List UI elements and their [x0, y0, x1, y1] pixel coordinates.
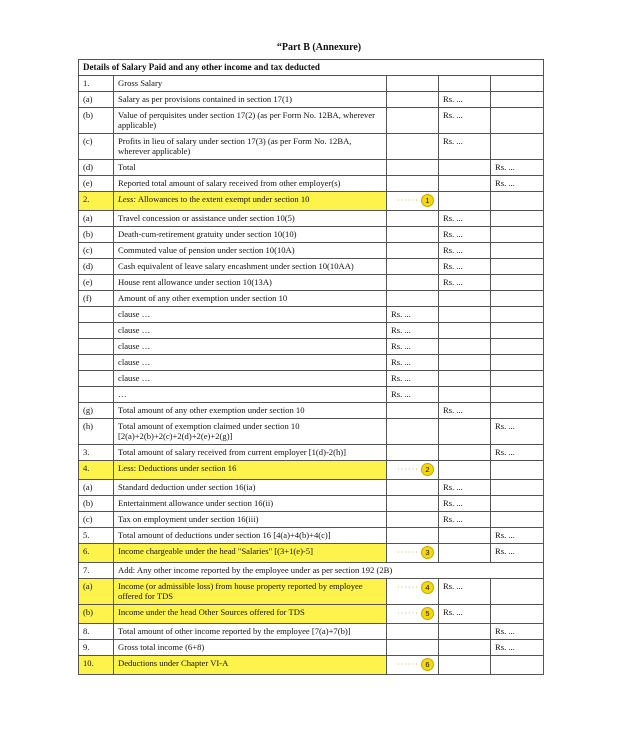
table-row: [79, 291, 544, 307]
table-row: [79, 512, 544, 528]
callout-leader: ······: [397, 547, 419, 557]
row-number: (a): [79, 480, 114, 496]
amount-cell: [439, 291, 491, 307]
row-description: Deductions under Chapter VI-A: [114, 656, 387, 675]
callout-leader: ······: [397, 195, 419, 205]
amount-cell: [387, 445, 439, 461]
table-row: [79, 480, 544, 496]
table-row: [79, 108, 544, 134]
amount-cell: [439, 323, 491, 339]
amount-cell: [439, 371, 491, 387]
amount-cell: [491, 496, 544, 512]
amount-cell: Rs. ...: [491, 445, 544, 461]
row-number: 10.: [79, 656, 114, 675]
amount-cell: [491, 92, 544, 108]
row-description: Gross Salary: [114, 76, 387, 92]
table-row: [79, 461, 544, 480]
row-description: Amount of any other exemption under section 10: [114, 291, 387, 307]
table-row: [79, 275, 544, 291]
callout-leader: ······: [397, 608, 419, 618]
table-header: Details of Salary Paid and any other income and tax deducted: [79, 60, 544, 76]
page-title: “Part B (Annexure): [276, 42, 362, 53]
row-number: (b): [79, 108, 114, 134]
row-number: 2.: [79, 192, 114, 211]
amount-cell: [439, 419, 491, 445]
row-number: [79, 339, 114, 355]
amount-cell: [491, 387, 544, 403]
amount-cell: Rs. ...: [491, 176, 544, 192]
amount-cell: Rs. ...: [439, 579, 491, 605]
table-row: [79, 624, 544, 640]
amount-cell: [387, 76, 439, 92]
amount-cell: [439, 544, 491, 563]
amount-cell: [439, 192, 491, 211]
amount-cell: [387, 275, 439, 291]
amount-cell: [491, 512, 544, 528]
row-number: (h): [79, 419, 114, 445]
row-description: Profits in lieu of salary under section 17(3) (as per Form No. 12BA, wherever applicable): [114, 134, 387, 160]
row-number: (b): [79, 605, 114, 624]
amount-cell: [439, 387, 491, 403]
amount-cell: [491, 108, 544, 134]
callout: [391, 463, 434, 476]
row-description: Commuted value of pension under section 10(10A): [114, 243, 387, 259]
row-description: Death-cum-retirement gratuity under section 10(10): [114, 227, 387, 243]
row-description: …: [114, 387, 387, 403]
amount-cell: [439, 339, 491, 355]
amount-cell: [491, 275, 544, 291]
amount-cell: [387, 512, 439, 528]
row-description: Reported total amount of salary received from other employer(s): [114, 176, 387, 192]
row-number: (e): [79, 176, 114, 192]
amount-cell: Rs. ...: [439, 512, 491, 528]
amount-cell: [387, 92, 439, 108]
amount-cell: [387, 640, 439, 656]
table-row: [79, 176, 544, 192]
row-description: clause …: [114, 355, 387, 371]
table-row: [79, 134, 544, 160]
row-description: Total: [114, 160, 387, 176]
amount-cell: [387, 528, 439, 544]
amount-cell: [491, 355, 544, 371]
row-number: [79, 355, 114, 371]
amount-cell: [491, 243, 544, 259]
amount-cell: [439, 176, 491, 192]
amount-cell: Rs. ...: [439, 211, 491, 227]
amount-cell: Rs. ...: [439, 403, 491, 419]
amount-cell: [491, 579, 544, 605]
amount-cell: Rs. ...: [491, 544, 544, 563]
row-number: (a): [79, 92, 114, 108]
row-number: (c): [79, 243, 114, 259]
amount-cell: [387, 480, 439, 496]
amount-cell: [387, 227, 439, 243]
table-row: [79, 403, 544, 419]
amount-cell: [491, 371, 544, 387]
amount-cell: [387, 605, 439, 624]
row-number: (b): [79, 227, 114, 243]
callout-leader: ······: [397, 464, 419, 474]
table-row: [79, 160, 544, 176]
amount-cell: [491, 461, 544, 480]
amount-cell: Rs. ...: [491, 528, 544, 544]
row-description: Cash equivalent of leave salary encashment under section 10(10AA): [114, 259, 387, 275]
amount-cell: Rs. ...: [439, 243, 491, 259]
callout: [391, 581, 434, 594]
row-description: Entertainment allowance under section 16(ii): [114, 496, 387, 512]
amount-cell: [439, 528, 491, 544]
table-row: [79, 339, 544, 355]
table-row: [79, 371, 544, 387]
row-description: Salary as per provisions contained in section 17(1): [114, 92, 387, 108]
row-description: Total amount of deductions under section 16 [4(a)+4(b)+4(c)]: [114, 528, 387, 544]
amount-cell: Rs. ...: [491, 624, 544, 640]
amount-cell: [439, 656, 491, 675]
amount-cell: [387, 160, 439, 176]
row-number: (d): [79, 160, 114, 176]
callout-leader: ······: [397, 659, 419, 669]
table-row: [79, 605, 544, 624]
amount-cell: Rs. ...: [439, 480, 491, 496]
amount-cell: [387, 656, 439, 675]
amount-cell: Rs. ...: [387, 307, 439, 323]
table-row: [79, 323, 544, 339]
callout-marker: 3: [421, 546, 434, 559]
row-number: 7.: [79, 563, 114, 579]
row-number: 9.: [79, 640, 114, 656]
amount-cell: [491, 227, 544, 243]
row-description: Income under the head Other Sources offered for TDS: [114, 605, 387, 624]
table-row: [79, 387, 544, 403]
table-row: [79, 243, 544, 259]
amount-cell: Rs. ...: [387, 387, 439, 403]
table-row: [79, 355, 544, 371]
table-header-row: [79, 60, 544, 76]
row-number: 1.: [79, 76, 114, 92]
row-description: Value of perquisites under section 17(2) (as per Form No. 12BA, wherever applicable): [114, 108, 387, 134]
amount-cell: Rs. ...: [439, 496, 491, 512]
amount-cell: Rs. ...: [439, 92, 491, 108]
row-number: (a): [79, 211, 114, 227]
callout-marker: 2: [421, 463, 434, 476]
row-description: House rent allowance under section 10(13A): [114, 275, 387, 291]
callout-marker: 1: [421, 194, 434, 207]
table-row: [79, 528, 544, 544]
row-description: Total amount of any other exemption under section 10: [114, 403, 387, 419]
row-description: Standard deduction under section 16(ia): [114, 480, 387, 496]
amount-cell: [439, 307, 491, 323]
table-row: [79, 579, 544, 605]
table-row: [79, 192, 544, 211]
table-row: [79, 640, 544, 656]
amount-cell: [491, 259, 544, 275]
row-number: (c): [79, 512, 114, 528]
amount-cell: [387, 291, 439, 307]
row-description: clause …: [114, 323, 387, 339]
table-row: [79, 76, 544, 92]
table-row: [79, 496, 544, 512]
amount-cell: [491, 605, 544, 624]
amount-cell: Rs. ...: [387, 371, 439, 387]
callout-marker: 6: [421, 658, 434, 671]
amount-cell: Rs. ...: [387, 355, 439, 371]
row-number: [79, 387, 114, 403]
row-description: Income chargeable under the head "Salaries" [(3+1(e)-5]: [114, 544, 387, 563]
amount-cell: [491, 656, 544, 675]
amount-cell: [439, 76, 491, 92]
row-number: 6.: [79, 544, 114, 563]
row-description: Total amount of other income reported by the employee [7(a)+7(b)]: [114, 624, 387, 640]
amount-cell: [387, 259, 439, 275]
row-number: (f): [79, 291, 114, 307]
amount-cell: [491, 192, 544, 211]
amount-cell: [387, 496, 439, 512]
row-number: (e): [79, 275, 114, 291]
row-number: [79, 371, 114, 387]
row-number: (a): [79, 579, 114, 605]
row-number: (c): [79, 134, 114, 160]
callout-leader: ······: [397, 582, 419, 592]
table-row: [79, 419, 544, 445]
row-description: Income (or admissible loss) from house property reported by employee offered for TDS: [114, 579, 387, 605]
table-row: [79, 445, 544, 461]
amount-cell: Rs. ...: [439, 227, 491, 243]
amount-cell: [387, 579, 439, 605]
table-row: [79, 307, 544, 323]
callout: [391, 546, 434, 559]
amount-cell: Rs. ...: [491, 160, 544, 176]
amount-cell: Rs. ...: [491, 640, 544, 656]
callout-marker: 4: [421, 581, 434, 594]
row-number: [79, 307, 114, 323]
amount-cell: [387, 108, 439, 134]
amount-cell: Rs. ...: [439, 108, 491, 134]
row-number: [79, 323, 114, 339]
table-row: [79, 259, 544, 275]
amount-cell: [387, 192, 439, 211]
amount-cell: Rs. ...: [491, 419, 544, 445]
amount-cell: [387, 624, 439, 640]
table-row: [79, 656, 544, 675]
amount-cell: Rs. ...: [439, 134, 491, 160]
row-description: clause …: [114, 339, 387, 355]
callout: [391, 607, 434, 620]
amount-cell: Rs. ...: [439, 275, 491, 291]
amount-cell: Rs. ...: [439, 605, 491, 624]
amount-cell: [387, 544, 439, 563]
row-number: 5.: [79, 528, 114, 544]
amount-cell: [387, 243, 439, 259]
amount-cell: [491, 134, 544, 160]
amount-cell: Rs. ...: [439, 259, 491, 275]
amount-cell: Rs. ...: [387, 339, 439, 355]
amount-cell: [387, 211, 439, 227]
salary-details-table: [78, 59, 544, 675]
table-row: [79, 211, 544, 227]
amount-cell: [387, 403, 439, 419]
row-description: Add: Any other income reported by the employee under as per section 192 (2B): [114, 563, 544, 579]
table-row: [79, 92, 544, 108]
amount-cell: [439, 160, 491, 176]
row-description: Gross total income (6+8): [114, 640, 387, 656]
amount-cell: [491, 291, 544, 307]
amount-cell: [439, 624, 491, 640]
row-description: Total amount of salary received from current employer [1(d)-2(h)]: [114, 445, 387, 461]
row-number: (g): [79, 403, 114, 419]
row-description: Tax on employment under section 16(iii): [114, 512, 387, 528]
row-number: (b): [79, 496, 114, 512]
table-row: [79, 563, 544, 579]
callout-marker: 5: [421, 607, 434, 620]
amount-cell: [491, 339, 544, 355]
row-description: Less: Deductions under section 16: [114, 461, 387, 480]
amount-cell: [387, 419, 439, 445]
amount-cell: [387, 134, 439, 160]
table-row: [79, 544, 544, 563]
amount-cell: [439, 445, 491, 461]
amount-cell: [439, 461, 491, 480]
row-description: Travel concession or assistance under section 10(5): [114, 211, 387, 227]
amount-cell: [439, 640, 491, 656]
row-description: Less: Allowances to the extent exempt under section 10: [114, 192, 387, 211]
row-number: 3.: [79, 445, 114, 461]
row-number: 8.: [79, 624, 114, 640]
row-description: clause …: [114, 307, 387, 323]
row-description: clause …: [114, 371, 387, 387]
amount-cell: [491, 323, 544, 339]
callout: [391, 658, 434, 671]
amount-cell: [491, 403, 544, 419]
callout: [391, 194, 434, 207]
amount-cell: [439, 355, 491, 371]
row-description: Total amount of exemption claimed under section 10 [2(a)+2(b)+2(c)+2(d)+2(e)+2(g)]: [114, 419, 387, 445]
row-number: (d): [79, 259, 114, 275]
amount-cell: [491, 307, 544, 323]
amount-cell: [387, 461, 439, 480]
amount-cell: Rs. ...: [387, 323, 439, 339]
amount-cell: [491, 76, 544, 92]
row-number: 4.: [79, 461, 114, 480]
amount-cell: [491, 480, 544, 496]
amount-cell: [491, 211, 544, 227]
table-row: [79, 227, 544, 243]
amount-cell: [387, 176, 439, 192]
